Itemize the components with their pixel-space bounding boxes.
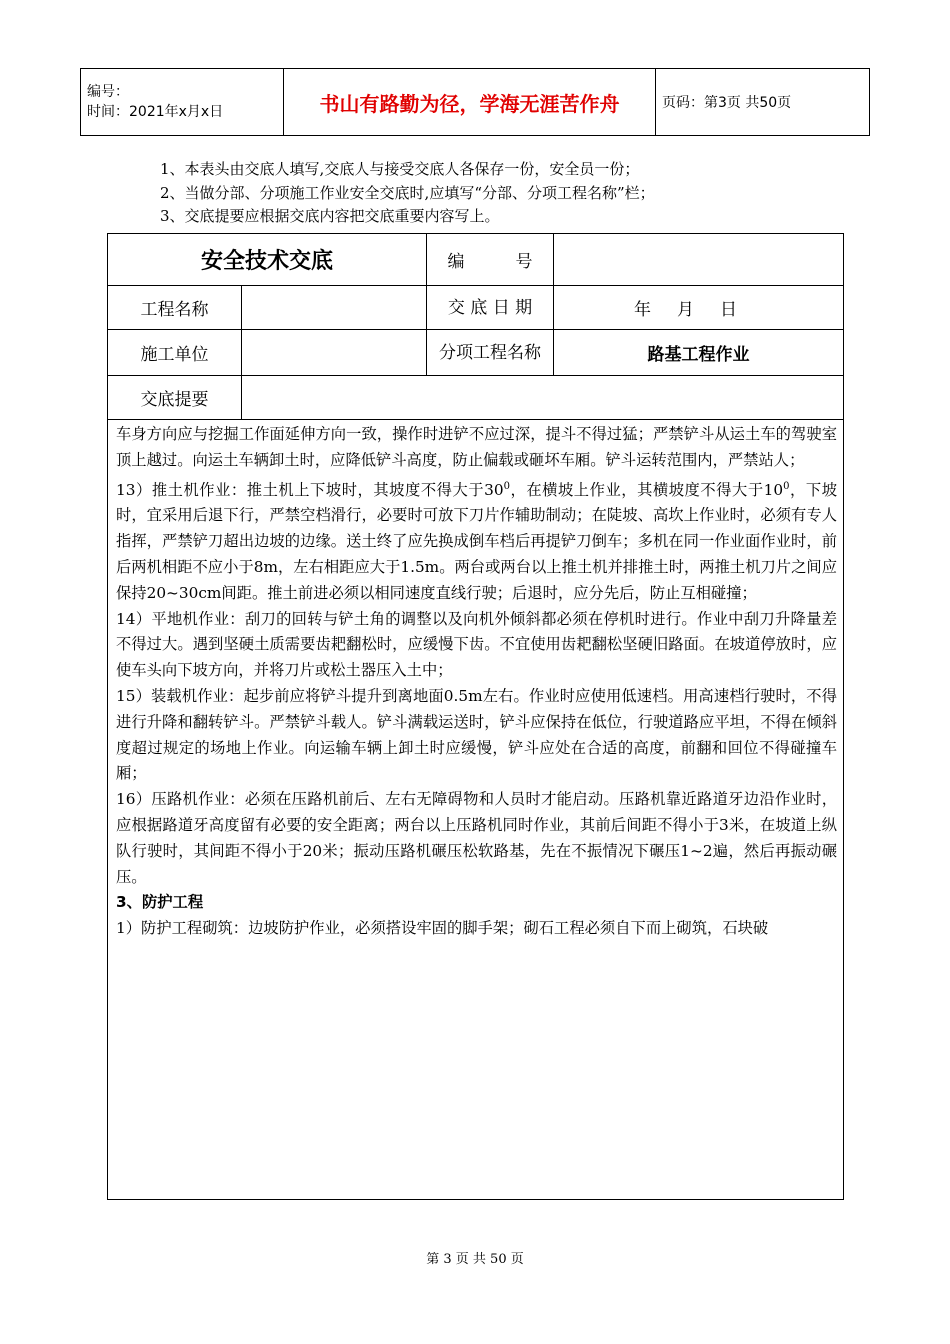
header-motto: 书山有路勤为径，学海无涯苦作舟 <box>284 69 656 136</box>
briefing-date-value: 年月日 <box>554 286 844 330</box>
summary-value <box>242 376 844 420</box>
content-paragraph-grader: 14）平地机作业：刮刀的回转与铲土角的调整以及向机外倾斜都必须在停机时进行。作业中刮刀升降量差不得过大。遇到坚硬土质需要齿耙翻松时，应缓慢下齿。不宜使用齿耙翻松坚硬旧路面。在坡道停放时，应使车头向下坡方向，并将刀片或松土器压入土中； <box>116 609 838 680</box>
header-time-label: 时间：2021年x月x日 <box>87 104 224 120</box>
content-paragraph-roller: 16）压路机作业：必须在压路机前后、左右无障碍物和人员时才能启动。压路机靠近路道牙边沿作业时，应根据路道牙高度留有必要的安全距离；两台以上压路机同时作业，其前后间距不得小于3米，在坡道上纵队行驶时，其间距不得小于20米；振动压路机碾压松软路基，先在不振情况下碾压1~2遍，然后再振动碾压。 <box>116 790 838 886</box>
briefing-date-label: 交 底 日 期 <box>427 286 554 330</box>
number-label: 编 号 <box>427 234 554 286</box>
construction-unit-label: 施工单位 <box>108 330 242 376</box>
degree-superscript: 0 <box>783 480 790 492</box>
content-paragraph-loader: 15）装载机作业：起步前应将铲斗提升到离地面0.5m左右。作业时应使用低速档。用高速档行驶时，不得进行升降和翻转铲斗。严禁铲斗载人。铲斗满载运送时，铲斗应保持在低位，行驶道路应平坦，不得在倾斜度超过规定的场地上作业。向运输车辆上卸土时应缓慢，铲斗应处在合适的高度，前翻和回位不得碰撞车厢； <box>116 687 838 783</box>
content-paragraph: 车身方向应与挖掘工作面延伸方向一致，操作时进铲不应过深，提斗不得过猛；严禁铲斗从运土车的驾驶室顶上越过。向运土车辆卸土时，应降低铲斗高度，防止偏载或砸坏车厢。铲斗运转范围内，严禁站人； <box>116 425 838 469</box>
safety-briefing-form <box>107 233 844 1200</box>
note-item: 1、本表头由交底人填写,交底人与接受交底人各保存一份，安全员一份； <box>160 160 640 178</box>
project-name-value <box>242 286 427 330</box>
form-title: 安全技术交底 <box>108 234 427 286</box>
sub-project-label: 分项工程名称 <box>427 330 554 376</box>
header-meta-cell <box>81 69 284 136</box>
content-paragraph-protection: 1）防护工程砌筑：边坡防护作业，必须搭设牢固的脚手架；砌石工程必须自下而上砌筑，石块破 <box>116 919 769 938</box>
header-page-code: 页码：第3页 共50页 <box>656 69 870 136</box>
content-paragraph-bulldozer: 13）推土机作业：推土机上下坡时，其坡度不得大于$30^0$，在横坡上作业，其横坡度不得大于$10^0$，下坡时，宜采用后退下行，严禁空档滑行，必要时可放下刀片作辅助制动；在陡坡、高坎上作业时，必须有专人指挥，严禁铲刀超出边坡的边缘。送土终了应先换成倒车档后再提铲刀倒车；多机在同一作业面作业时，前后两机相距不应小于8m，左右相距应大于1.5m。两台或两台以上推土机并排推土时，两推土机刀片之间应保持20~30cm间距。推土前进必须以相同速度直线行驶；后退时，应分先后，防止互相碰撞； <box>116 480 838 602</box>
section-heading: 3、防护工程 <box>116 893 204 912</box>
construction-unit-value <box>242 330 427 376</box>
degree-superscript: 0 <box>503 480 510 492</box>
note-item: 2、当做分部、分项施工作业安全交底时,应填写“分部、分项工程名称”栏； <box>160 183 655 202</box>
briefing-content-cell <box>108 420 844 1200</box>
instruction-notes <box>160 158 655 229</box>
summary-label: 交底提要 <box>108 376 242 420</box>
note-item: 3、交底提要应根据交底内容把交底重要内容写上。 <box>160 207 500 225</box>
header-number-label: 编号： <box>87 84 129 100</box>
project-name-label: 工程名称 <box>108 286 242 330</box>
number-value <box>554 234 844 286</box>
sub-project-value: 路基工程作业 <box>554 330 844 376</box>
briefing-content <box>116 420 837 942</box>
page-header-table <box>80 68 870 136</box>
page-footer: 第 3 页 共 50 页 <box>426 1252 524 1267</box>
